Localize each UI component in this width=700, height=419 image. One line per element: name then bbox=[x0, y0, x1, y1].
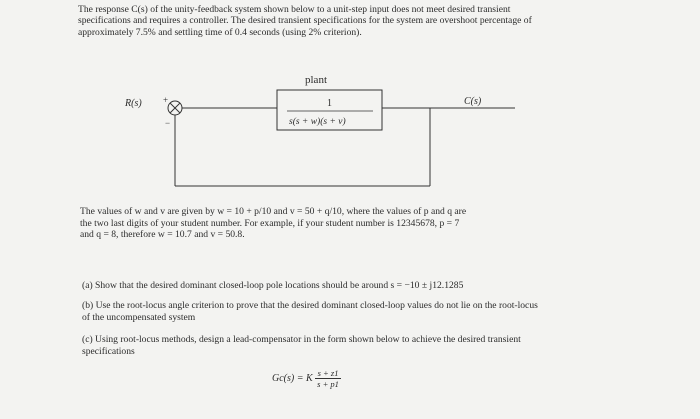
problem-intro: The response C(s) of the unity-feedback system shown below to a unit-step input does not meet desired transient specifications and requires a controller. The desired transient specifications for the system are overshoot percentage of approximately 7.5% and settling time of 0.4 seconds (using 2% criterion). bbox=[78, 4, 532, 38]
plant-tf-denominator: s(s + w)(s + v) bbox=[289, 117, 346, 127]
compensator-numerator: s + z1 bbox=[315, 368, 341, 379]
compensator-denominator: s + p1 bbox=[317, 379, 339, 389]
output-label: C(s) bbox=[464, 96, 482, 107]
plant-label: plant bbox=[305, 74, 327, 86]
summing-plus-sign: + bbox=[163, 95, 169, 105]
compensator-equation bbox=[272, 368, 412, 402]
block-diagram bbox=[0, 0, 700, 200]
plant-tf-numerator: 1 bbox=[327, 98, 332, 109]
part-c: (c) Using root-locus methods, design a lead-compensator in the form shown below to achieve the desired transient specifications bbox=[82, 334, 521, 357]
values-line-1: The values of w and v are given by w = 10 + p/10 and v = 50 + q/10, where the values of p and q are bbox=[80, 206, 467, 217]
values-line-3: and q = 8, therefore w = 10.7 and v = 50.8. bbox=[80, 229, 245, 241]
compensator-fraction bbox=[315, 368, 341, 389]
compensator-lhs: Gc(s) = K bbox=[272, 372, 313, 384]
part-b: (b) Use the root-locus angle criterion to prove that the desired dominant closed-loop values do not lie on the root-locus of the uncompensated system bbox=[82, 300, 538, 323]
part-a: (a) Show that the desired dominant closed-loop pole locations should be around s = −10 ± j12.1285 bbox=[82, 280, 464, 291]
parameter-values-paragraph bbox=[80, 206, 550, 241]
values-line-2: the two last digits of your student number. For example, if your student number is 12345678, p = 7 bbox=[80, 217, 460, 229]
input-label: R(s) bbox=[125, 98, 142, 109]
feedback-minus-sign: − bbox=[165, 118, 171, 128]
